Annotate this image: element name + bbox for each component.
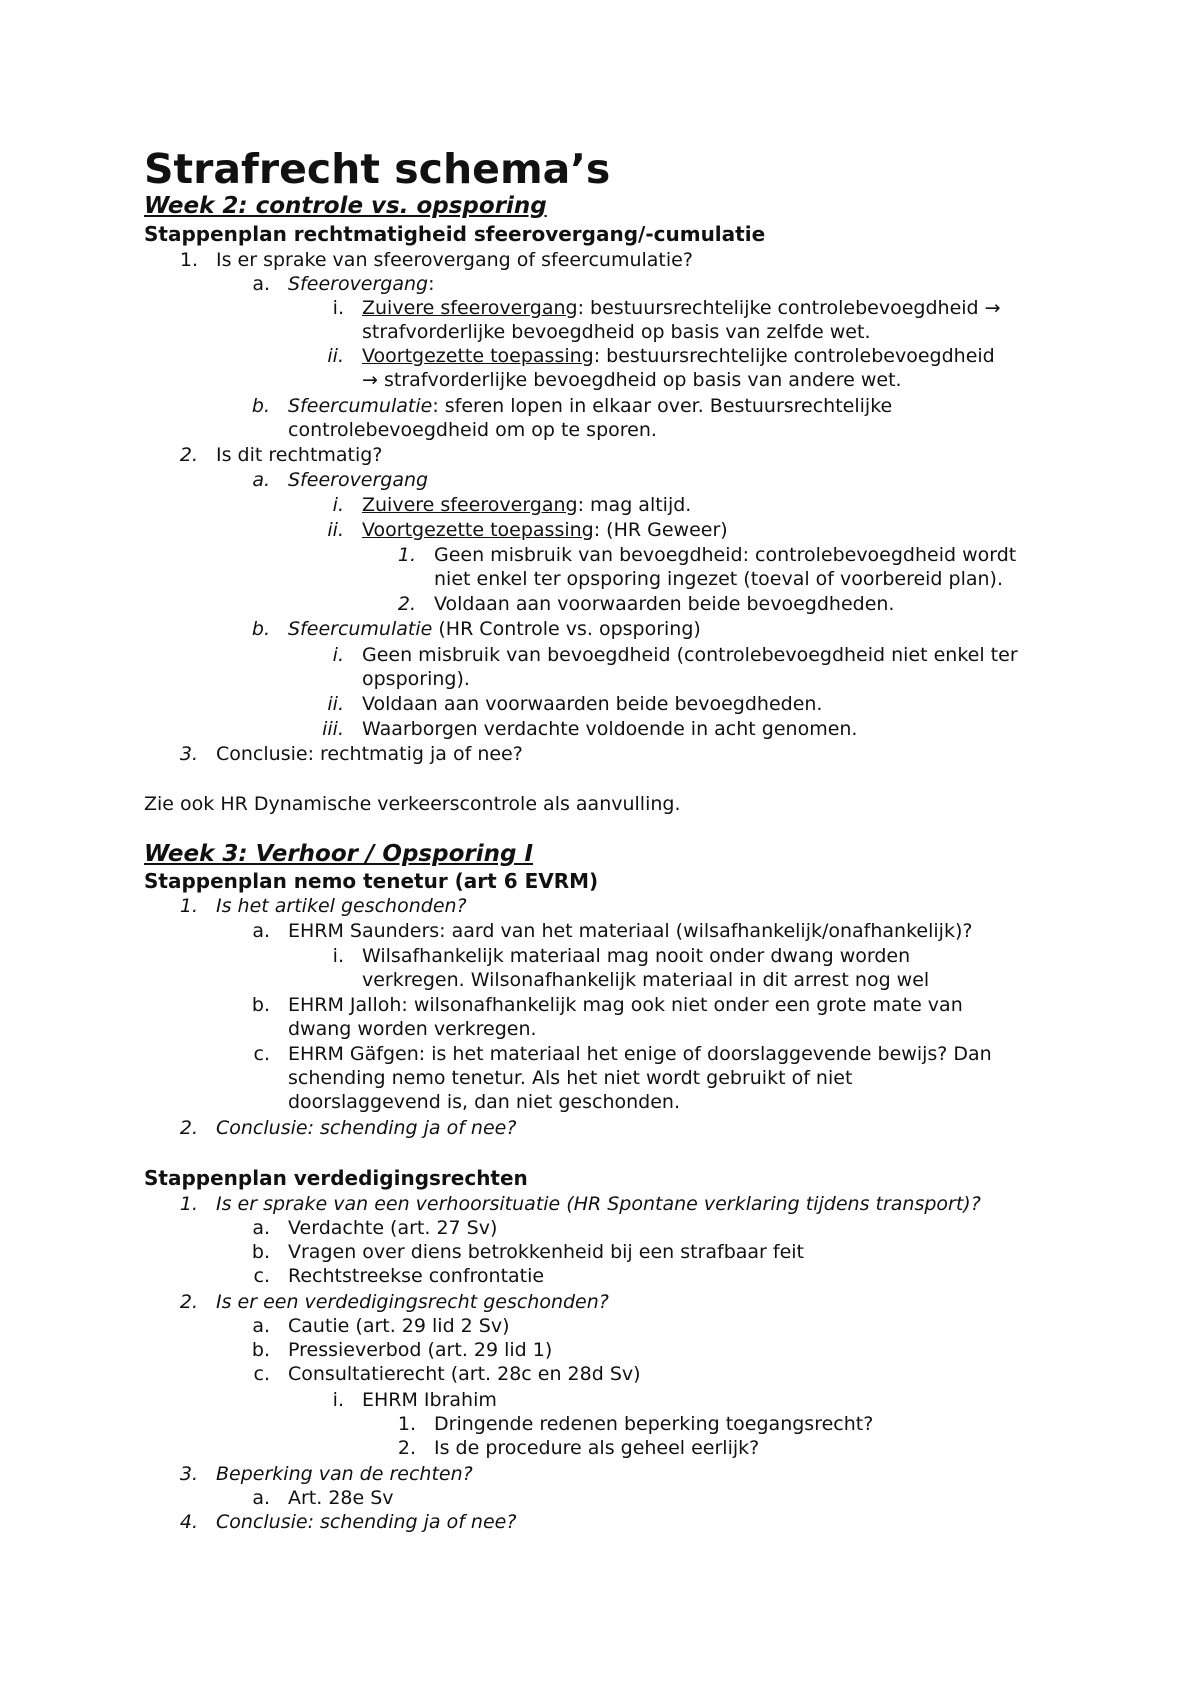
list-item-continuation: verkregen. Wilsonafhankelijk materiaal in dit arrest nog wel [362, 969, 930, 991]
list-number: b. [251, 395, 270, 417]
list-number: 3. [179, 743, 198, 765]
list-item: EHRM Jalloh: wilsonafhankelijk mag ook niet onder een grote mate van [288, 994, 963, 1016]
list-number: ii. [327, 693, 344, 715]
list-number: b. [251, 1339, 270, 1361]
list-item: Is er sprake van sfeerovergang of sfeercumulatie? [216, 249, 693, 271]
list-item: Verdachte (art. 27 Sv) [288, 1217, 498, 1239]
list-item: Voortgezette toepassing: bestuursrechtelijke controlebevoegdheid [362, 345, 995, 367]
list-number: b. [251, 994, 270, 1016]
list-number: 4. [179, 1511, 198, 1533]
list-item: Is de procedure als geheel eerlijk? [434, 1437, 760, 1459]
list-number: i. [332, 644, 344, 666]
list-number: 1. [397, 1413, 416, 1435]
list-item: EHRM Gäfgen: is het materiaal het enige of doorslaggevende bewijs? Dan [288, 1043, 992, 1065]
list-item-continuation: controlebevoegdheid om op te sporen. [288, 419, 657, 441]
list-number: 3. [179, 1463, 198, 1485]
list-item: Conclusie: schending ja of nee? [216, 1511, 517, 1533]
list-item: Sfeercumulatie: sferen lopen in elkaar over. Bestuursrechtelijke [288, 395, 893, 417]
list-item: Voldaan aan voorwaarden beide bevoegdheden. [362, 693, 823, 715]
list-number: 1. [179, 895, 198, 917]
list-number: 2. [179, 1117, 198, 1139]
list-number: a. [252, 1217, 270, 1239]
list-number: c. [253, 1363, 270, 1385]
list-number: a. [252, 469, 270, 491]
list-item: Waarborgen verdachte voldoende in acht genomen. [362, 718, 858, 740]
list-number: 2. [179, 1291, 198, 1313]
list-item-continuation: schending nemo tenetur. Als het niet wordt gebruikt of niet [288, 1067, 853, 1089]
list-number: i. [332, 1389, 344, 1411]
list-number: ii. [327, 519, 344, 541]
list-number: i. [332, 297, 344, 319]
list-number: i. [332, 494, 344, 516]
list-item: Rechtstreekse confrontatie [288, 1265, 545, 1287]
list-number: c. [253, 1043, 270, 1065]
list-item: Is er sprake van een verhoorsituatie (HR Spontane verklaring tijdens transport)? [216, 1193, 981, 1215]
list-item: Vragen over diens betrokkenheid bij een strafbaar feit [288, 1241, 805, 1263]
list-item: Zuivere sfeerovergang: bestuursrechtelijke controlebevoegdheid → [362, 297, 1001, 319]
note-paragraph: Zie ook HR Dynamische verkeerscontrole als aanvulling. [144, 793, 681, 815]
list-item: Conclusie: rechtmatig ja of nee? [216, 743, 523, 765]
list-item: Art. 28e Sv [288, 1487, 394, 1509]
list-item: Zuivere sfeerovergang: mag altijd. [362, 494, 692, 516]
list-item-continuation: dwang worden verkregen. [288, 1018, 537, 1040]
list-item: Beperking van de rechten? [216, 1463, 473, 1485]
list-number: 1. [179, 1193, 198, 1215]
list-number: a. [252, 920, 270, 942]
list-item-continuation: strafvorderlijke bevoegdheid op basis van zelfde wet. [362, 321, 871, 343]
list-number: ii. [327, 345, 344, 367]
list-number: a. [252, 1487, 270, 1509]
list-item: EHRM Ibrahim [362, 1389, 497, 1411]
list-item: Consultatierecht (art. 28c en 28d Sv) [288, 1363, 641, 1385]
week3-heading: Week 3: Verhoor / Opsporing I [144, 841, 534, 867]
list-number: 2. [397, 1437, 416, 1459]
list-item: Geen misbruik van bevoegdheid: controlebevoegdheid wordt [434, 544, 1017, 566]
week3-plan2-title: Stappenplan verdedigingsrechten [144, 1166, 528, 1190]
list-item: EHRM Saunders: aard van het materiaal (wilsafhankelijk/onafhankelijk)? [288, 920, 973, 942]
week3-plan1-title: Stappenplan nemo tenetur (art 6 EVRM) [144, 869, 599, 893]
list-number: b. [251, 1241, 270, 1263]
list-item: Geen misbruik van bevoegdheid (controlebevoegdheid niet enkel ter [362, 644, 1018, 666]
list-item-continuation: opsporing). [362, 668, 470, 690]
list-number: 2. [179, 444, 198, 466]
list-item: Wilsafhankelijk materiaal mag nooit onder dwang worden [362, 945, 911, 967]
list-item: Is het artikel geschonden? [216, 895, 467, 917]
list-item-continuation: doorslaggevend is, dan niet geschonden. [288, 1091, 681, 1113]
list-item-continuation: → strafvorderlijke bevoegdheid op basis van andere wet. [362, 369, 902, 391]
week2-plan-title: Stappenplan rechtmatigheid sfeerovergang/-cumulatie [144, 222, 766, 246]
list-item: Sfeerovergang: [288, 273, 435, 295]
list-item: Conclusie: schending ja of nee? [216, 1117, 517, 1139]
list-item: Sfeercumulatie (HR Controle vs. opsporing) [288, 618, 701, 640]
list-number: b. [251, 618, 270, 640]
list-number: iii. [322, 718, 344, 740]
list-item: Sfeerovergang [288, 469, 429, 491]
list-number: 1. [179, 249, 198, 271]
list-number: c. [253, 1265, 270, 1287]
list-number: i. [332, 945, 344, 967]
list-item: Voortgezette toepassing: (HR Geweer) [362, 519, 728, 541]
list-item: Is dit rechtmatig? [216, 444, 383, 466]
list-item: Dringende redenen beperking toegangsrecht? [434, 1413, 874, 1435]
page-title: Strafrecht schema’s [144, 145, 611, 193]
list-number: 2. [397, 593, 416, 615]
list-item: Cautie (art. 29 lid 2 Sv) [288, 1315, 510, 1337]
list-number: a. [252, 273, 270, 295]
week2-heading: Week 2: controle vs. opsporing [144, 193, 547, 219]
list-item: Pressieverbod (art. 29 lid 1) [288, 1339, 553, 1361]
list-number: 1. [397, 544, 416, 566]
list-item-continuation: niet enkel ter opsporing ingezet (toeval of voorbereid plan). [434, 568, 1004, 590]
list-item: Is er een verdedigingsrecht geschonden? [216, 1291, 609, 1313]
list-number: a. [252, 1315, 270, 1337]
list-item: Voldaan aan voorwaarden beide bevoegdheden. [434, 593, 895, 615]
